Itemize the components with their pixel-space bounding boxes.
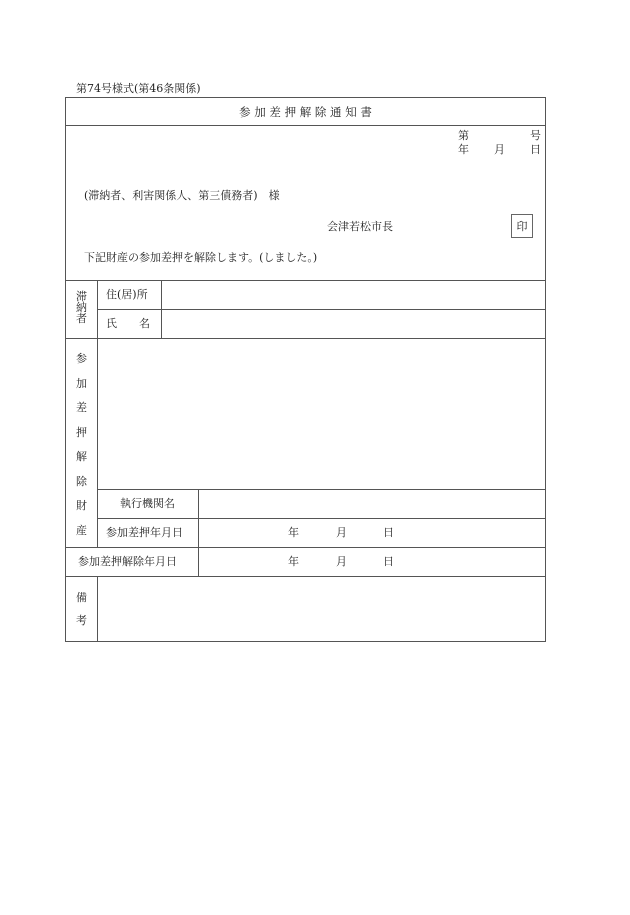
property-content-field[interactable]: [105, 346, 540, 482]
name-label: 氏 名: [106, 317, 150, 330]
property-label: 参 加 差 押 解 除 財 産: [76, 352, 87, 537]
rule-agency-top: [97, 489, 546, 490]
doc-number-suffix: 号: [530, 129, 541, 142]
release-date-day: 日: [383, 555, 394, 568]
header-date-month: 月: [494, 143, 505, 156]
rule-title: [65, 125, 546, 126]
release-date-month: 月: [336, 555, 347, 568]
header-date-day: 日: [530, 143, 541, 156]
remarks-field[interactable]: [105, 584, 540, 634]
vrule-label-col: [97, 280, 98, 547]
seizure-date-year: 年: [288, 526, 299, 539]
rule-delinquent-bottom: [65, 338, 546, 339]
seal-box: 印: [511, 214, 533, 238]
name-field[interactable]: [170, 318, 540, 332]
sender-name: 会津若松市長: [327, 220, 393, 233]
rule-address: [97, 309, 546, 310]
delinquent-label: 滞 納 者: [76, 290, 87, 325]
seizure-date-label: 参加差押年月日: [106, 526, 183, 539]
address-field[interactable]: [170, 289, 540, 303]
rule-seizure-bottom: [65, 547, 546, 548]
address-label: 住(居)所: [106, 288, 148, 301]
vrule-date-sub: [198, 489, 199, 576]
vrule-label-col-remarks: [97, 576, 98, 642]
remarks-label: 備 考: [76, 591, 87, 627]
vrule-delinquent-sub: [161, 280, 162, 338]
seizure-date-month: 月: [336, 526, 347, 539]
agency-label: 執行機関名: [120, 497, 175, 510]
doc-number-prefix: 第: [458, 129, 469, 142]
seizure-date-day: 日: [383, 526, 394, 539]
release-date-year: 年: [288, 555, 299, 568]
rule-header-bottom: [65, 280, 546, 281]
document-title: 参 加 差 押 解 除 通 知 書: [239, 105, 372, 119]
release-date-label: 参加差押解除年月日: [78, 555, 177, 568]
rule-agency-bottom: [97, 518, 546, 519]
agency-field[interactable]: [206, 498, 540, 512]
recipient-line: (滞納者、利害関係人、第三債務者) 様: [84, 189, 280, 202]
header-date-year: 年: [458, 143, 469, 156]
rule-release-bottom: [65, 576, 546, 577]
body-text: 下記財産の参加差押を解除します。(しました。): [84, 251, 318, 264]
form-number: 第74号様式(第46条関係): [76, 82, 201, 95]
